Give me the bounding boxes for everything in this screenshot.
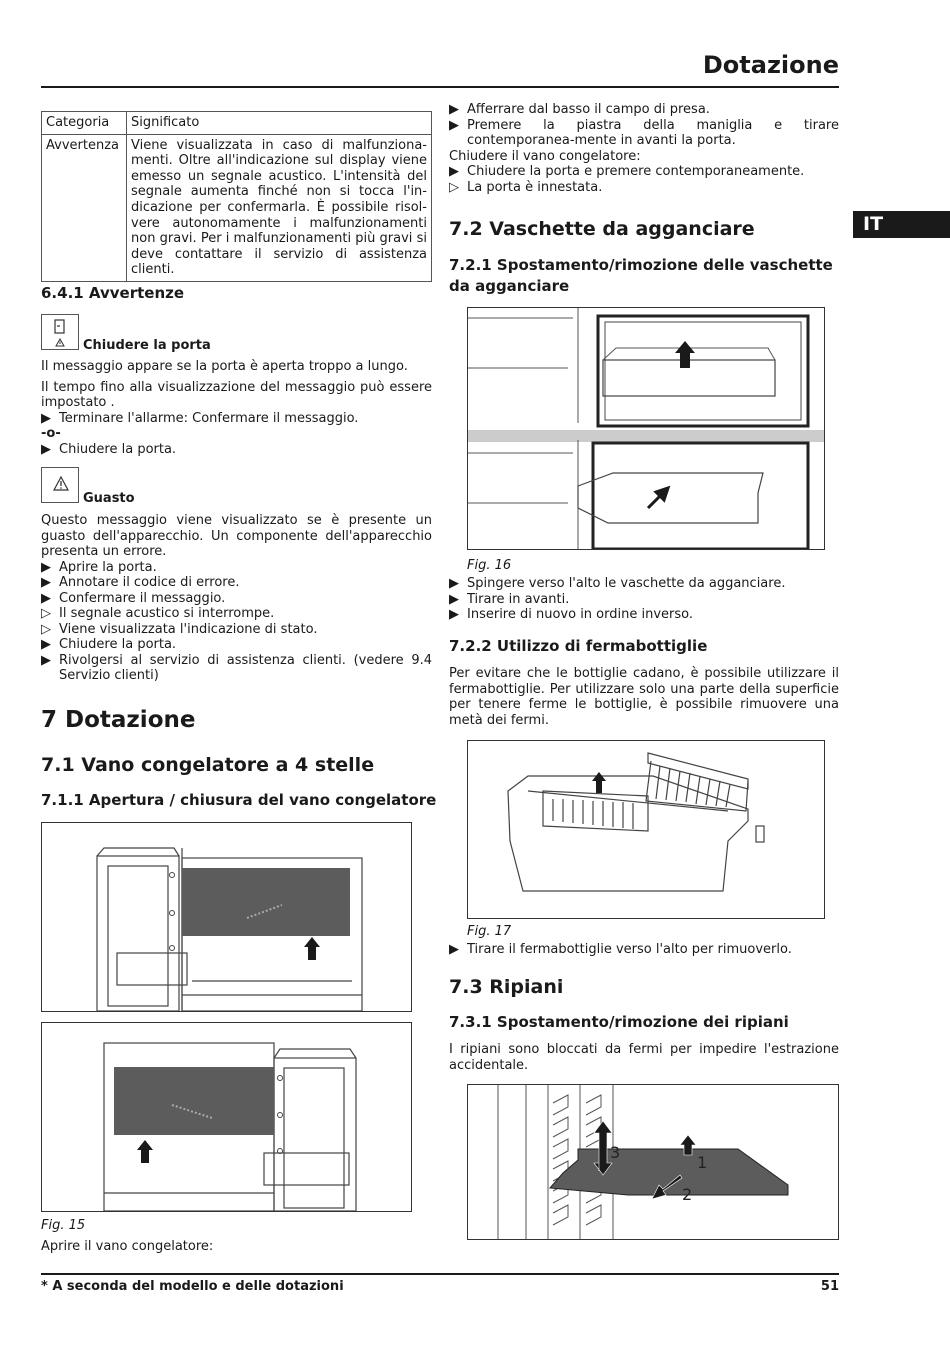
list-item: ▶ Terminare l'allarme: Confermare il messaggio.	[41, 410, 359, 426]
fault-warning-icon	[41, 467, 79, 503]
list-item: ▶ Rivolgersi al servizio di assistenza clienti. (vedere 9.4 Servizio clienti)	[41, 652, 432, 683]
figure-15-top	[41, 822, 412, 1012]
paragraph-7-3-1: I ripiani sono bloccati da fermi per impedire l'estrazione accidentale.	[449, 1042, 839, 1073]
fault-paragraph: Questo messaggio viene visualizzato se è presente un guasto dell'apparecchio. Un componente dell'apparecchio presenta un errore.	[41, 513, 432, 559]
shelf-callout-3: 3	[610, 1143, 621, 1162]
figure-16-caption: Fig. 16	[467, 558, 512, 573]
action-arrow-icon: ▶	[41, 559, 51, 575]
figure-17	[467, 740, 825, 919]
action-arrow-icon: ▶	[449, 607, 459, 622]
list-item: ▶ Aprire la porta.	[41, 559, 157, 575]
section-heading-7-2: 7.2 Vaschette da agganciare	[449, 218, 755, 240]
section-heading-7-1-1: 7.1.1 Apertura / chiusura del vano congelatore	[41, 791, 437, 809]
shelf-callout-1: 1	[697, 1153, 708, 1172]
close-freezer-label: Chiudere il vano congelatore:	[449, 148, 641, 164]
list-item: ▶ Confermare il messaggio.	[41, 590, 226, 606]
list-item: ▶ Inserire di nuovo in ordine inverso.	[449, 607, 694, 622]
list-item: ▶ Afferrare dal basso il campo di presa.	[449, 102, 710, 117]
section-heading-7-3: 7.3 Ripiani	[449, 976, 564, 998]
list-item: ▶ Tirare in avanti.	[449, 591, 570, 607]
action-arrow-icon: ▶	[449, 576, 459, 591]
category-table	[41, 111, 432, 282]
figure-16	[467, 307, 825, 550]
list-item: ▶ Chiudere la porta.	[41, 441, 177, 457]
list-item: ▷ Il segnale acustico si interrompe.	[41, 606, 275, 621]
open-freezer-label: Aprire il vano congelatore:	[41, 1239, 214, 1254]
list-item: ▶ Chiudere la porta e premere contemporaneamente.	[449, 164, 805, 179]
section-heading-7-2-2: 7.2.2 Utilizzo di fermabottiglie	[449, 637, 708, 655]
list-item: ▶ Annotare il codice di errore.	[41, 575, 240, 590]
footer-note: * A seconda del modello e delle dotazioni	[41, 1279, 344, 1294]
result-arrow-icon: ▷	[449, 179, 459, 195]
action-arrow-icon: ▶	[449, 117, 459, 133]
action-arrow-icon: ▶	[41, 441, 51, 457]
list-item: ▶ Premere la piastra della maniglia e tirare contemporanea-mente in avanti la porta.	[449, 117, 839, 148]
result-arrow-icon: ▷	[41, 621, 51, 637]
table-header-meaning: Significato	[127, 112, 432, 135]
action-arrow-icon: ▶	[449, 591, 459, 607]
section-heading-7-2-1: 7.2.1 Spostamento/rimozione delle vaschette da agganciare	[449, 256, 833, 295]
section-heading-6-4-1: 6.4.1 Avvertenze	[41, 284, 185, 302]
action-arrow-icon: ▶	[449, 942, 459, 957]
section-heading-7-1: 7.1 Vano congelatore a 4 stelle	[41, 754, 375, 776]
action-arrow-icon: ▶	[41, 575, 51, 590]
action-arrow-icon: ▶	[41, 590, 51, 606]
table-cell-category: Avvertenza	[42, 134, 127, 281]
shelf-callout-2: 2	[682, 1185, 693, 1204]
action-arrow-icon: ▶	[449, 102, 459, 117]
language-tab: IT	[853, 211, 950, 238]
header-rule	[41, 86, 839, 88]
figure-17-caption: Fig. 17	[467, 924, 512, 939]
action-arrow-icon: ▶	[41, 652, 51, 668]
figure-15-bottom	[41, 1022, 412, 1212]
door-paragraph-2: Il tempo fino alla visualizzazione del messaggio può essere impostato .	[41, 379, 432, 410]
paragraph-7-2-2: Per evitare che le bottiglie cadano, è possibile utilizzare il fermabottiglie. Per utilizzare solo una parte della superficie per tenere ferme le bottiglie, è possibile rimuovere una metà dei fermi.	[449, 666, 839, 728]
figure-15-caption: Fig. 15	[41, 1218, 86, 1233]
footer-rule	[41, 1273, 839, 1275]
chapter-heading-7: 7 Dotazione	[41, 707, 196, 733]
table-cell-meaning: Viene visualizzata in caso di malfunziona-menti. Oltre all'indicazione sul display viene emesso un segnale acustico. L'intensità del segnale aumenta finché non si tocca l'in-dicazione per confermarla. È possibile risol-vere autonomamente i malfunzionamenti non gravi. Per i malfunzionamenti più gravi si deve contattare il servizio di assistenza clienti.	[127, 134, 432, 281]
list-item: ▷ Viene visualizzata l'indicazione di stato.	[41, 621, 318, 637]
fault-warning-label: Guasto	[83, 491, 135, 506]
or-separator: -o-	[41, 426, 61, 441]
list-item: ▶ Spingere verso l'alto le vaschette da agganciare.	[449, 576, 786, 591]
action-arrow-icon: ▶	[449, 164, 459, 179]
door-warning-icon	[41, 314, 79, 350]
door-warning-label: Chiudere la porta	[83, 338, 211, 353]
action-arrow-icon: ▶	[41, 410, 51, 426]
list-item: ▷ La porta è innestata.	[449, 179, 603, 195]
figure-shelf	[467, 1084, 839, 1240]
action-arrow-icon: ▶	[41, 637, 51, 652]
page-number: 51	[820, 1279, 839, 1294]
door-paragraph-1: Il messaggio appare se la porta è aperta troppo a lungo.	[41, 359, 408, 374]
list-item: ▶ Tirare il fermabottiglie verso l'alto per rimuoverlo.	[449, 942, 792, 957]
list-item: ▶ Chiudere la porta.	[41, 637, 177, 652]
result-arrow-icon: ▷	[41, 606, 51, 621]
table-header-category: Categoria	[42, 112, 127, 135]
page-header-title: Dotazione	[702, 51, 839, 79]
section-heading-7-3-1: 7.3.1 Spostamento/rimozione dei ripiani	[449, 1013, 789, 1031]
